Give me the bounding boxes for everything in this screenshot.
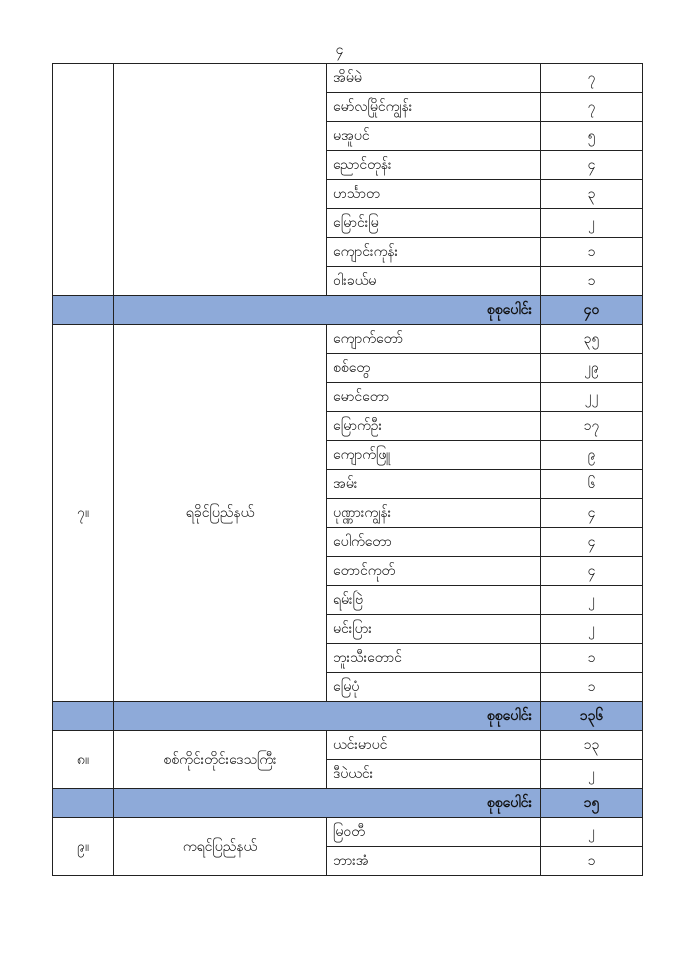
count-cell: ၃ [541, 180, 643, 209]
count-cell: ၂ [541, 818, 643, 847]
count-cell: ၂ [541, 615, 643, 644]
count-cell: ၁ [541, 673, 643, 702]
subtotal-label: စုစုပေါင်း [114, 789, 541, 818]
township-cell: ဘားအံ [327, 847, 541, 876]
page-number: ၄ [335, 42, 344, 58]
subtotal-label: စုစုပေါင်း [114, 296, 541, 325]
township-cell: ဘူးသီးတောင် [327, 644, 541, 673]
count-cell: ၃၅ [541, 325, 643, 354]
count-cell: ၂၂ [541, 383, 643, 412]
subtotal-value: ၄၀ [541, 296, 643, 325]
township-cell: ပုဏ္ဏားကျွန်း [327, 499, 541, 528]
count-cell: ၉ [541, 441, 643, 470]
subtotal-blank-cell [53, 702, 114, 731]
subtotal-row [53, 702, 643, 731]
subtotal-value: ၁၅ [541, 789, 643, 818]
count-cell: ၁၃ [541, 731, 643, 760]
table-row [53, 325, 643, 354]
count-cell: ၁ [541, 238, 643, 267]
count-cell: ၄ [541, 557, 643, 586]
count-cell: ၁ [541, 267, 643, 296]
region-cell: ကရင်ပြည်နယ် [114, 818, 327, 876]
region-cell [114, 64, 327, 296]
subtotal-row [53, 789, 643, 818]
count-cell: ၄ [541, 151, 643, 180]
count-cell: ၄ [541, 499, 643, 528]
number-cell: ၈။ [53, 731, 114, 789]
subtotal-blank-cell [53, 789, 114, 818]
subtotal-value: ၁၃၆ [541, 702, 643, 731]
number-cell [53, 64, 114, 296]
region-cell: စစ်ကိုင်းတိုင်းဒေသကြီး [114, 731, 327, 789]
township-cell: မအူပင် [327, 122, 541, 151]
township-cell: ဟင်္သာတ [327, 180, 541, 209]
count-cell: ၂၉ [541, 354, 643, 383]
count-cell: ၁ [541, 644, 643, 673]
township-cell: ကျောက်ဖြူ [327, 441, 541, 470]
township-cell: အမ်း [327, 470, 541, 499]
township-cell: မြဝတီ [327, 818, 541, 847]
township-cell: ပေါက်တော [327, 528, 541, 557]
township-count-table [52, 63, 643, 876]
table-row [53, 731, 643, 760]
count-cell: ၁ [541, 847, 643, 876]
table-row [53, 64, 643, 93]
subtotal-label: စုစုပေါင်း [114, 702, 541, 731]
township-cell: မင်းပြား [327, 615, 541, 644]
township-cell: မြောက်ဦး [327, 412, 541, 441]
township-cell: တောင်ကုတ် [327, 557, 541, 586]
count-cell: ၂ [541, 760, 643, 789]
subtotal-row [53, 296, 643, 325]
count-cell: ၇ [541, 93, 643, 122]
number-cell: ၉။ [53, 818, 114, 876]
township-cell: မြောင်းမြ [327, 209, 541, 238]
township-cell: အိမ်မဲ [327, 64, 541, 93]
township-cell: ဝါးခယ်မ [327, 267, 541, 296]
count-cell: ၇ [541, 64, 643, 93]
number-cell: ၇။ [53, 325, 114, 702]
count-cell: ၄ [541, 528, 643, 557]
township-cell: မောင်တော [327, 383, 541, 412]
township-cell: မော်လမြိုင်ကျွန်း [327, 93, 541, 122]
township-cell: ယင်းမာပင် [327, 731, 541, 760]
count-cell: ၂ [541, 586, 643, 615]
count-cell: ၅ [541, 122, 643, 151]
township-cell: ညောင်တုန်း [327, 151, 541, 180]
subtotal-blank-cell [53, 296, 114, 325]
count-cell: ၂ [541, 209, 643, 238]
township-cell: ရမ်းဗြဲ [327, 586, 541, 615]
township-cell: မြေပုံ [327, 673, 541, 702]
count-cell: ၆ [541, 470, 643, 499]
township-cell: ကျောင်းကုန်း [327, 238, 541, 267]
township-cell: ဒီပဲယင်း [327, 760, 541, 789]
table-row [53, 818, 643, 847]
count-cell: ၁၇ [541, 412, 643, 441]
township-cell: ကျောက်တော် [327, 325, 541, 354]
township-cell: စစ်တွေ [327, 354, 541, 383]
region-cell: ရခိုင်ပြည်နယ် [114, 325, 327, 702]
